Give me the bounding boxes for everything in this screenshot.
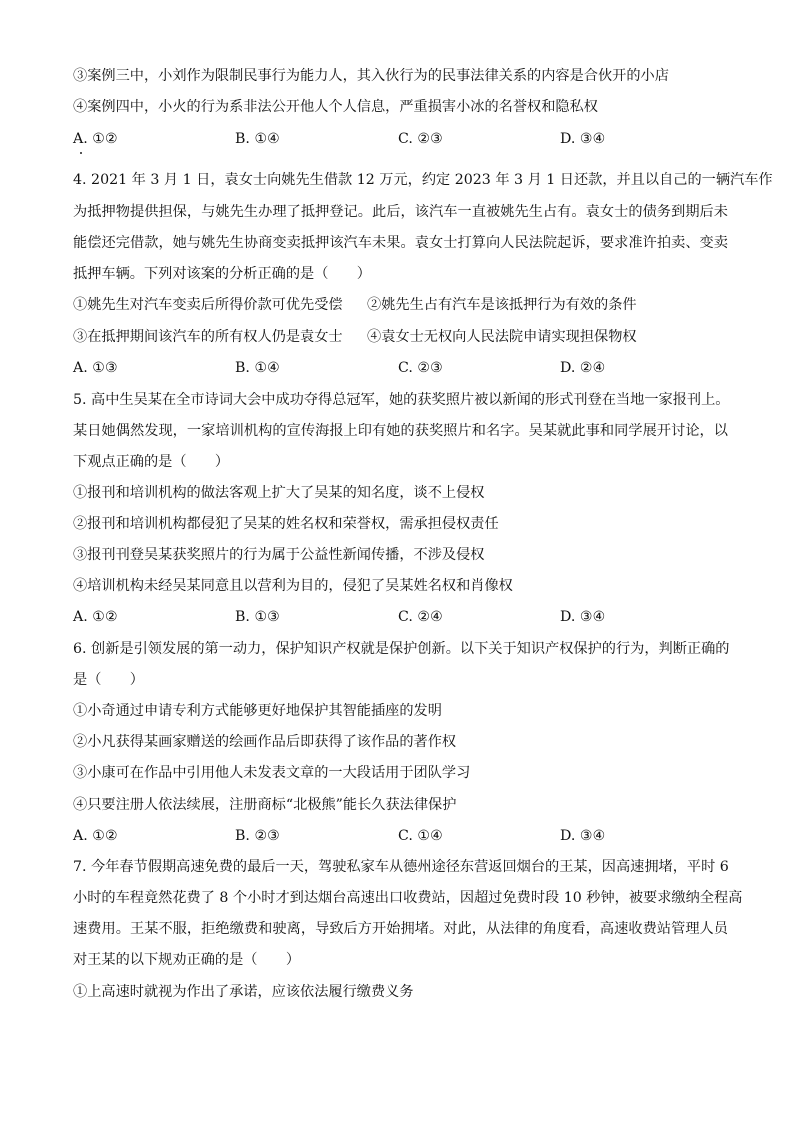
q4-option-b: B. ①④ xyxy=(235,360,280,376)
q3-option-a: A. ①② xyxy=(73,131,118,147)
q6-stem-line-2: 是（ ） xyxy=(73,672,144,688)
q4-statement-3: ③在抵押期间该汽车的所有权人仍是袁女士 xyxy=(73,329,343,345)
q6-stem-line-1: 6. 创新是引领发展的第一动力，保护知识产权就是保护创新。以下关于知识产权保护的行为，判断正确的 xyxy=(73,641,730,657)
q5-statement-4: ④培训机构未经吴某同意且以营利为目的，侵犯了吴某姓名权和肖像权 xyxy=(73,578,513,594)
q3-statement-4: ④案例四中，小火的行为系非法公开他人个人信息，严重损害小冰的名誉权和隐私权 xyxy=(73,99,598,115)
q6-option-b: B. ②③ xyxy=(235,828,280,844)
q7-statement-1: ①上高速时就视为作出了承诺，应该依法履行缴费义务 xyxy=(73,984,414,1000)
q4-stem-line-1: 4. 2021 年 3 月 1 日，袁女士向姚先生借款 12 万元，约定 2023 年 3 月 1 日还款，并且以自己的一辆汽车作 xyxy=(73,172,773,188)
q6-statement-1: ①小奇通过申请专利方式能够更好地保护其智能插座的发明 xyxy=(73,703,442,719)
q5-option-d: D. ③④ xyxy=(560,609,606,625)
q4-statement-2: ②姚先生占有汽车是该抵押行为有效的条件 xyxy=(367,297,637,313)
q6-option-a: A. ①② xyxy=(73,828,118,844)
q5-stem-line-3: 下观点正确的是（ ） xyxy=(73,454,230,470)
q4-stem-line-2: 为抵押物提供担保，与姚先生办理了抵押登记。此后，该汽车一直被姚先生占有。袁女士的债务到期后未 xyxy=(73,204,728,220)
q5-option-b: B. ①③ xyxy=(235,609,280,625)
q6-option-d: D. ③④ xyxy=(560,828,606,844)
q5-statement-3: ③报刊刊登吴某获奖照片的行为属于公益性新闻传播，不涉及侵权 xyxy=(73,547,485,563)
q4-option-d: D. ②④ xyxy=(560,360,606,376)
q5-stem-line-2: 某日她偶然发现，一家培训机构的宣传海报上印有她的获奖照片和名字。吴某就此事和同学展开讨论，以 xyxy=(73,423,728,439)
q7-stem-line-4: 对王某的以下规劝正确的是（ ） xyxy=(73,952,301,968)
q4-statement-4: ④袁女士无权向人民法院申请实现担保物权 xyxy=(367,329,637,345)
q6-statement-3: ③小康可在作品中引用他人未发表文章的一大段话用于团队学习 xyxy=(73,765,471,781)
q4-option-c: C. ②③ xyxy=(398,360,443,376)
q6-statement-2: ②小凡获得某画家赠送的绘画作品后即获得了该作品的著作权 xyxy=(73,734,457,750)
q5-option-a: A. ①② xyxy=(73,609,118,625)
q7-stem-line-1: 7. 今年春节假期高速免费的最后一天，驾驶私家车从德州途径东营返回烟台的王某，因高速拥堵，平时 6 xyxy=(73,859,729,875)
q3-option-c: C. ②③ xyxy=(398,131,443,147)
q5-statement-1: ①报刊和培训机构的做法客观上扩大了吴某的知名度，谈不上侵权 xyxy=(73,485,485,501)
q5-statement-2: ②报刊和培训机构都侵犯了吴某的姓名权和荣誉权，需承担侵权责任 xyxy=(73,516,499,532)
q5-stem-line-1: 5. 高中生吴某在全市诗词大会中成功夺得总冠军，她的获奖照片被以新闻的形式刊登在当地一家报刊上。 xyxy=(73,392,730,408)
q3-option-b: B. ①④ xyxy=(235,131,280,147)
q4-statement-1: ①姚先生对汽车变卖后所得价款可优先受偿 xyxy=(73,297,343,313)
q3-statement-3: ③案例三中，小刘作为限制民事行为能力人，其入伙行为的民事法律关系的内容是合伙开的小店 xyxy=(73,68,669,84)
q4-stem-line-4: 抵押车辆。下列对该案的分析正确的是（ ） xyxy=(73,266,371,282)
q4-option-a: A. ①③ xyxy=(73,360,118,376)
q7-stem-line-3: 速费用。王某不服，拒绝缴费和驶离，导致后方开始拥堵。对此，从法律的角度看，高速收费站管理人员 xyxy=(73,921,728,937)
q5-option-c: C. ②④ xyxy=(398,609,443,625)
q4-stem-line-3: 能偿还完借款，她与姚先生协商变卖抵押该汽车未果。袁女士打算向人民法院起诉，要求准许拍卖、变卖 xyxy=(73,235,728,251)
stray-dot-mark xyxy=(80,152,82,154)
q6-statement-4: ④只要注册人依法续展，注册商标“北极熊”能长久获法律保护 xyxy=(73,797,457,813)
q3-option-d: D. ③④ xyxy=(560,131,606,147)
q6-option-c: C. ①④ xyxy=(398,828,443,844)
q7-stem-line-2: 小时的车程竟然花费了 8 个小时才到达烟台高速出口收费站，因超过免费时段 10 秒钟，被要求缴纳全程高 xyxy=(73,890,743,906)
